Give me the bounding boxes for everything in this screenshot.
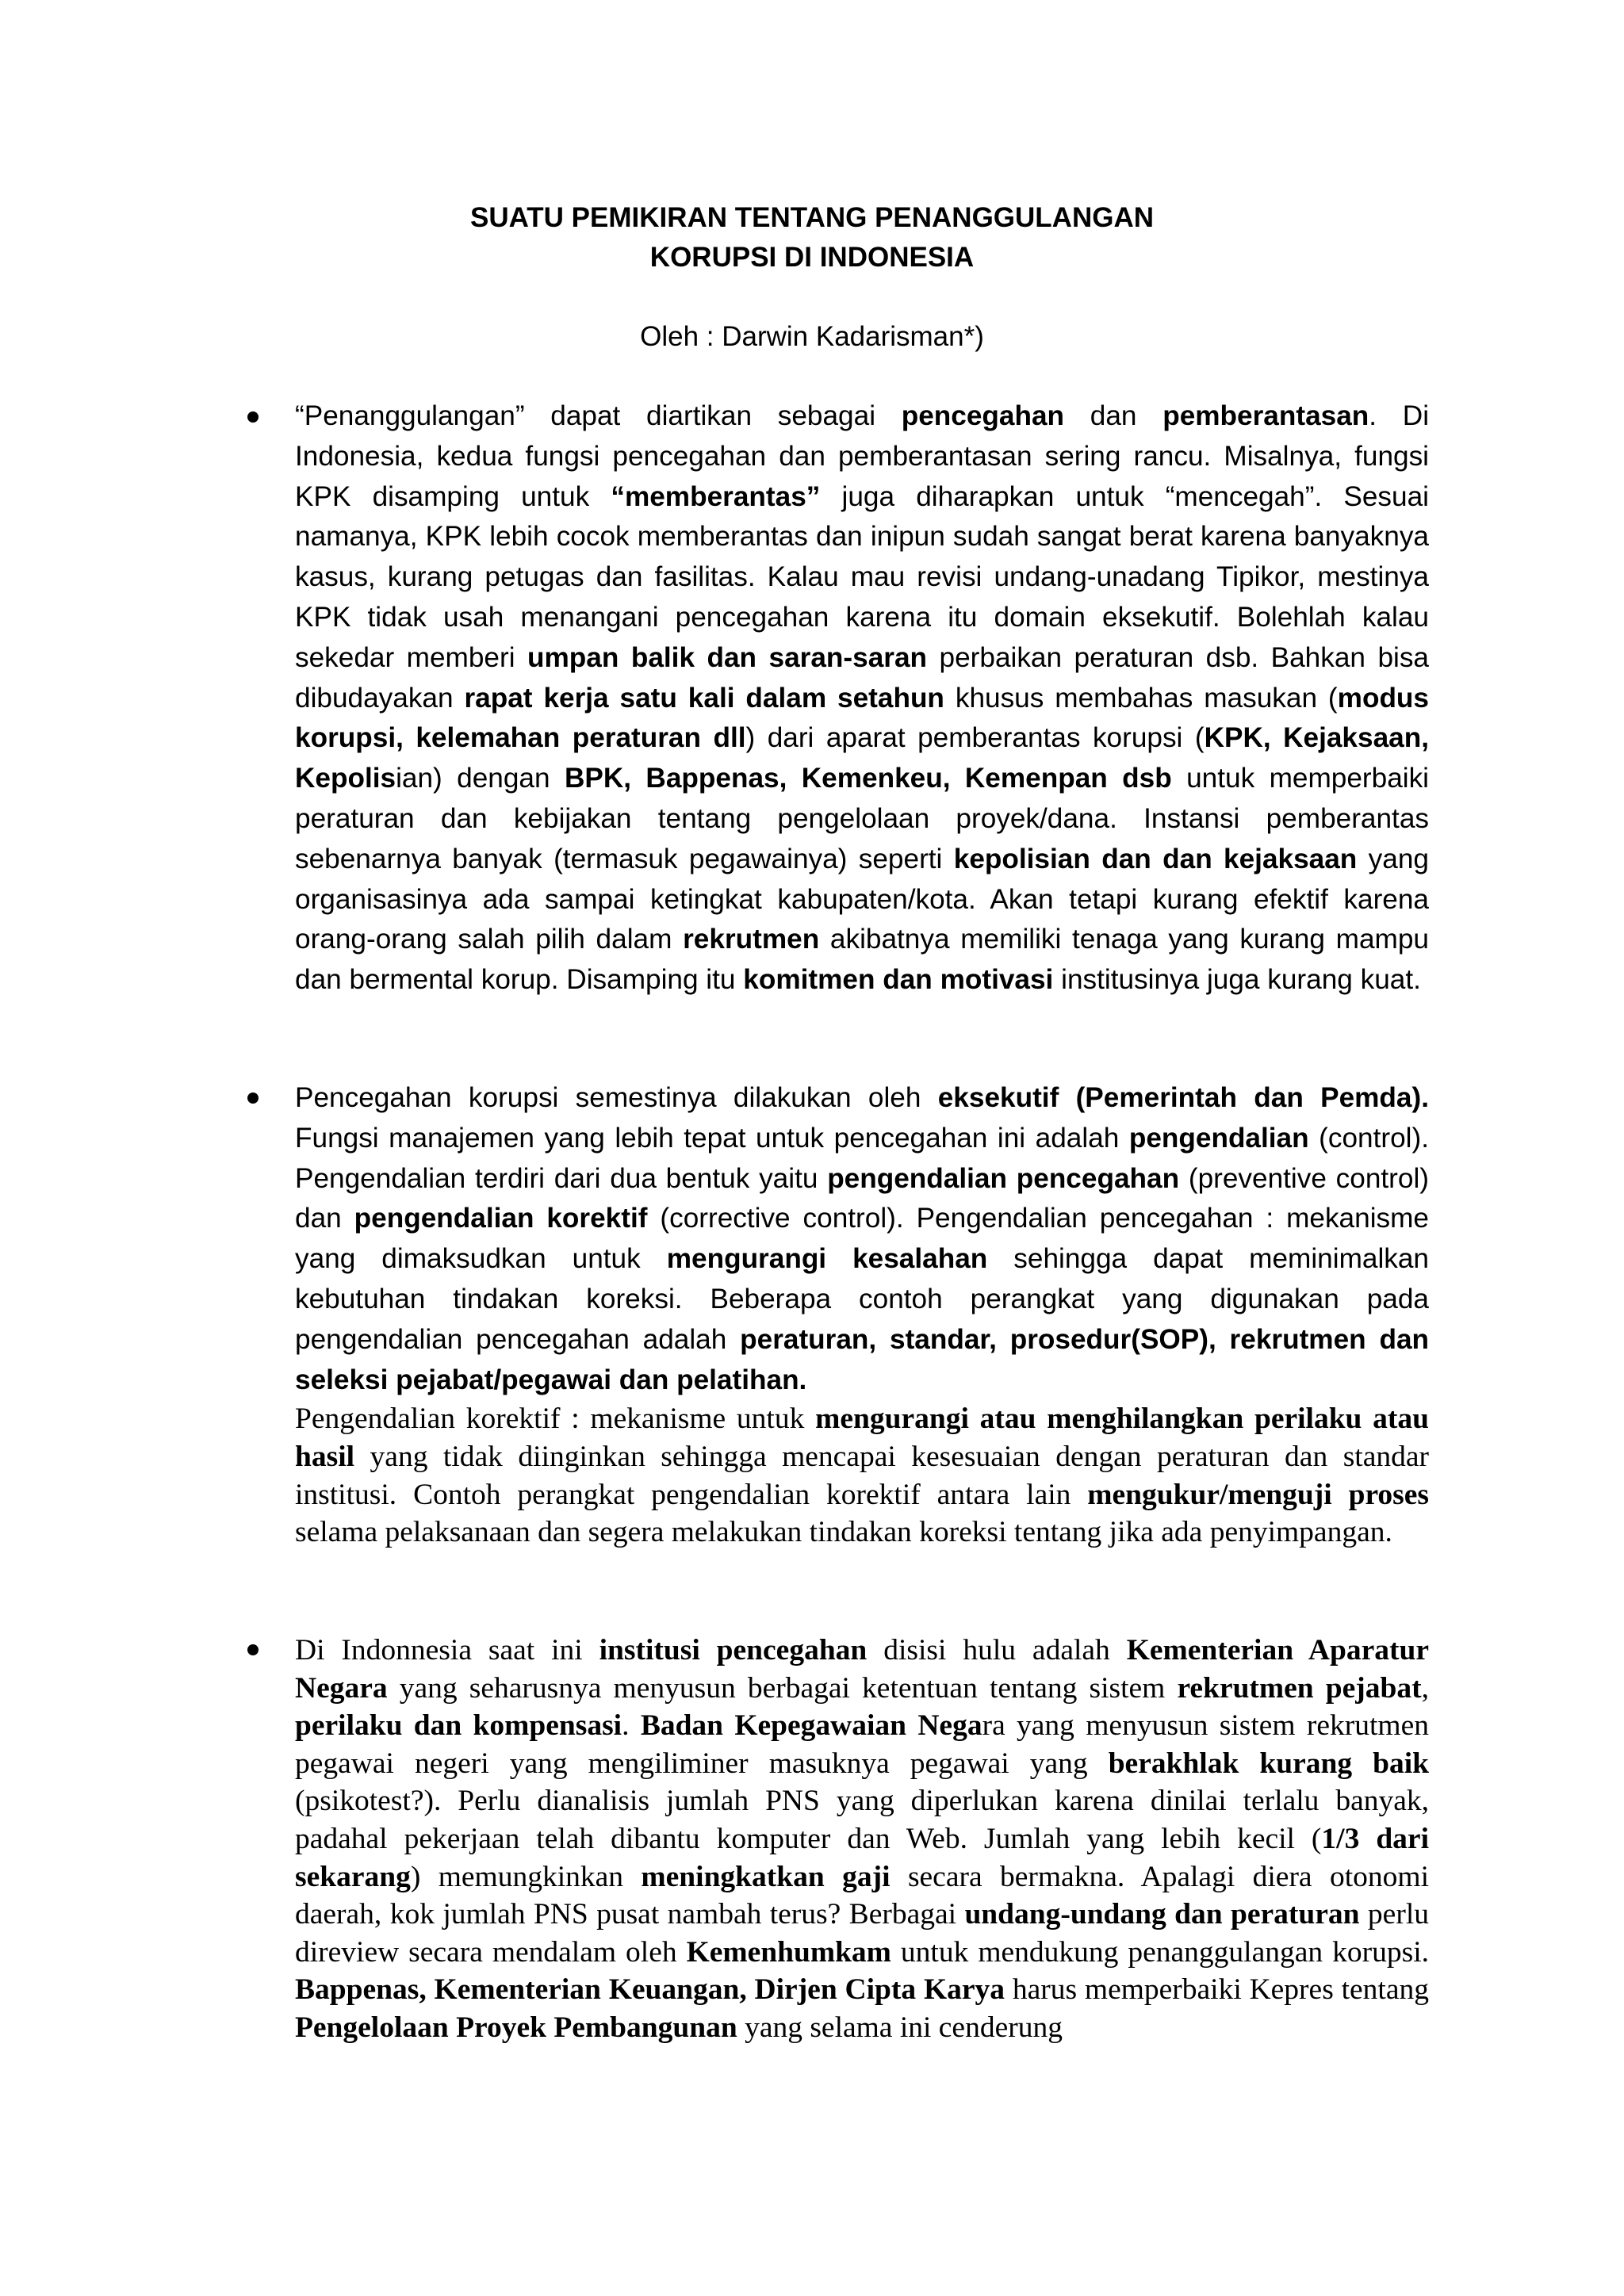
- bold-text-run: meningkatkan gaji: [641, 1860, 891, 1893]
- text-run: (control). Pengendalian terdiri dari dua bentuk yaitu: [295, 1122, 1429, 1194]
- text-run: harus memperbaiki Kepres tentang: [1005, 1973, 1429, 2007]
- bold-text-run: berakhlak kurang baik: [1108, 1747, 1429, 1780]
- bold-text-run: pengendalian korektif: [354, 1203, 648, 1234]
- text-run: khusus membahas masukan (: [944, 682, 1338, 714]
- bold-text-run: kepolisian dan dan kejaksaan: [953, 843, 1358, 874]
- bold-text-run: modus korupsi, kelemahan peraturan dll: [295, 682, 1429, 754]
- text-run: . Di Indonesia, kedua fungsi pencegahan dan pemberantasan sering rancu. Misalnya, fungsi KPK disamping untuk: [295, 400, 1430, 512]
- bold-text-run: Pengelolaan Proyek Pembangunan: [295, 2011, 737, 2044]
- text-run: .: [622, 1709, 641, 1743]
- text-run: ) dari aparat pemberantas korupsi (: [745, 722, 1205, 754]
- bold-text-run: mengurangi atau menghilangkan perilaku atau hasil: [295, 1402, 1429, 1473]
- paragraph-2-part-2: [295, 1400, 1429, 1551]
- text-run: ) memungkinkan: [410, 1860, 642, 1893]
- text-run: Di Indonnesia saat ini: [295, 1634, 599, 1667]
- text-run: (psikotest?). Perlu dianalisis jumlah PNS yang diperlukan karena dinilai terlalu banyak, padahal pekerjaan telah dibantu komputer dan Web. Jumlah yang lebih kecil (: [295, 1785, 1429, 1855]
- text-run: perlu direview secara mendalam oleh: [295, 1898, 1429, 1969]
- document-title-line-1: SUATU PEMIKIRAN TENTANG PENANGGULANGAN: [469, 202, 1155, 233]
- paragraph-2: [295, 1078, 1429, 1552]
- text-run: yang selama ini cenderung: [737, 2011, 1063, 2044]
- author-line: Oleh : Darwin Kadarisman*): [640, 321, 984, 352]
- paragraph-3: [295, 1632, 1429, 2047]
- bold-text-run: Kementerian Aparatur Negara: [295, 1634, 1429, 1705]
- bold-text-run: eksekutif (Pemerintah dan Pemda).: [937, 1082, 1429, 1113]
- text-run: Fungsi manajemen yang lebih tepat untuk pencegahan ini adalah: [295, 1122, 1129, 1154]
- text-run: juga diharapkan untuk “mencegah”. Sesuai namanya, KPK lebih cocok memberantas dan inipun sudah sangat berat karena banyaknya kasus, kurang petugas dan fasilitas. Kalau mau revisi undang-unadang Tipikor, mestinya KPK tidak usah menangani pencegahan karena itu domain eksekutif. Bolehlah kalau sekedar memberi: [295, 480, 1429, 673]
- text-run: Pengendalian korektif : mekanisme untuk: [295, 1402, 816, 1436]
- bold-text-run: Badan Kepegawaian Nega: [640, 1709, 982, 1743]
- text-run: ,: [1421, 1671, 1430, 1705]
- bold-text-run: rekrutmen: [683, 924, 820, 955]
- document-title-line-2: KORUPSI DI INDONESIA: [649, 242, 975, 273]
- bullet-icon: [244, 1641, 262, 1659]
- bold-text-run: mengurangi kesalahan: [666, 1243, 988, 1275]
- text-run: perbaikan peraturan dsb. Bahkan bisa dibudayakan: [295, 641, 1430, 714]
- text-run: disisi hulu adalah: [867, 1634, 1127, 1667]
- bold-text-run: 1/3 dari sekarang: [295, 1822, 1429, 1893]
- bold-text-run: Bappenas, Kementerian Keuangan, Dirjen Cipta Karya: [295, 1973, 1005, 2007]
- bold-text-run: KPK, Kejaksaan, Kepolis: [295, 722, 1429, 794]
- paragraph-1: [295, 396, 1429, 1001]
- bold-text-run: peraturan, standar, prosedur(SOP), rekrutmen dan seleksi pejabat/pegawai dan pelatihan.: [295, 1323, 1430, 1395]
- text-run: “Penanggulangan” dapat diartikan sebagai: [295, 400, 902, 431]
- bold-text-run: pencegahan: [901, 400, 1065, 431]
- bullet-icon: [244, 1089, 262, 1107]
- text-run: akibatnya memiliki tenaga yang kurang mampu dan bermental korup. Disamping itu: [295, 924, 1429, 996]
- text-run: institusinya juga kurang kuat.: [1053, 964, 1421, 996]
- text-run: sehingga dapat meminimalkan kebutuhan tindakan koreksi. Beberapa contoh perangkat yang digunakan pada pengendalian pencegahan adalah: [295, 1243, 1429, 1355]
- bold-text-run: rapat kerja satu kali dalam setahun: [464, 682, 944, 714]
- bold-text-run: rekrutmen pejabat: [1177, 1671, 1422, 1705]
- bold-text-run: “memberantas”: [611, 480, 821, 512]
- text-run: (preventive control) dan: [295, 1162, 1430, 1234]
- bold-text-run: mengukur/menguji proses: [1087, 1478, 1429, 1511]
- text-run: secara bermakna. Apalagi diera otonomi daerah, kok jumlah PNS pusat nambah terus? Berbagai: [295, 1860, 1429, 1931]
- bold-text-run: umpan balik dan saran-saran: [527, 641, 928, 673]
- bold-text-run: BPK, Bappenas, Kemenkeu, Kemenpan dsb: [564, 763, 1172, 794]
- text-run: (corrective control). Pengendalian pencegahan : mekanisme yang dimaksudkan untuk: [295, 1203, 1429, 1275]
- text-run: yang organisasinya ada sampai ketingkat kabupaten/kota. Akan tetapi kurang efektif karena orang-orang salah pilih dalam: [295, 843, 1429, 955]
- text-run: dan: [1064, 400, 1163, 431]
- text-run: selama pelaksanaan dan segera melakukan tindakan koreksi tentang jika ada penyimpangan.: [295, 1516, 1392, 1549]
- bold-text-run: pengendalian: [1128, 1122, 1309, 1154]
- bold-text-run: pengendalian pencegahan: [827, 1162, 1180, 1194]
- text-run: untuk mendukung penanggulangan korupsi.: [891, 1935, 1429, 1969]
- text-run: yang seharusnya menyusun berbagai ketentuan tentang sistem: [387, 1671, 1178, 1705]
- bold-text-run: institusi pencegahan: [599, 1634, 868, 1667]
- bold-text-run: perilaku dan kompensasi: [295, 1709, 622, 1743]
- paragraph-2-part-1: [295, 1078, 1429, 1400]
- bold-text-run: undang-undang dan peraturan: [964, 1898, 1360, 1931]
- bold-text-run: pemberantasan: [1162, 400, 1369, 431]
- text-run: yang tidak diinginkan sehingga mencapai kesesuaian dengan peraturan dan standar institusi. Contoh perangkat pengendalian korektif antara lain: [295, 1440, 1429, 1511]
- bold-text-run: Kemenhumkam: [686, 1935, 891, 1969]
- text-run: Pencegahan korupsi semestinya dilakukan oleh: [295, 1082, 938, 1113]
- text-run: ra yang menyusun sistem rekrutmen pegawai negeri yang mengiliminer masuknya pegawai yang: [295, 1709, 1429, 1780]
- bold-text-run: komitmen dan motivasi: [743, 964, 1054, 996]
- text-run: ian) dengan: [396, 763, 565, 794]
- bullet-icon: [244, 408, 262, 426]
- text-run: untuk memperbaiki peraturan dan kebijakan tentang pengelolaan proyek/dana. Instansi pemberantas sebenarnya banyak (termasuk pegawainya) seperti: [295, 763, 1429, 874]
